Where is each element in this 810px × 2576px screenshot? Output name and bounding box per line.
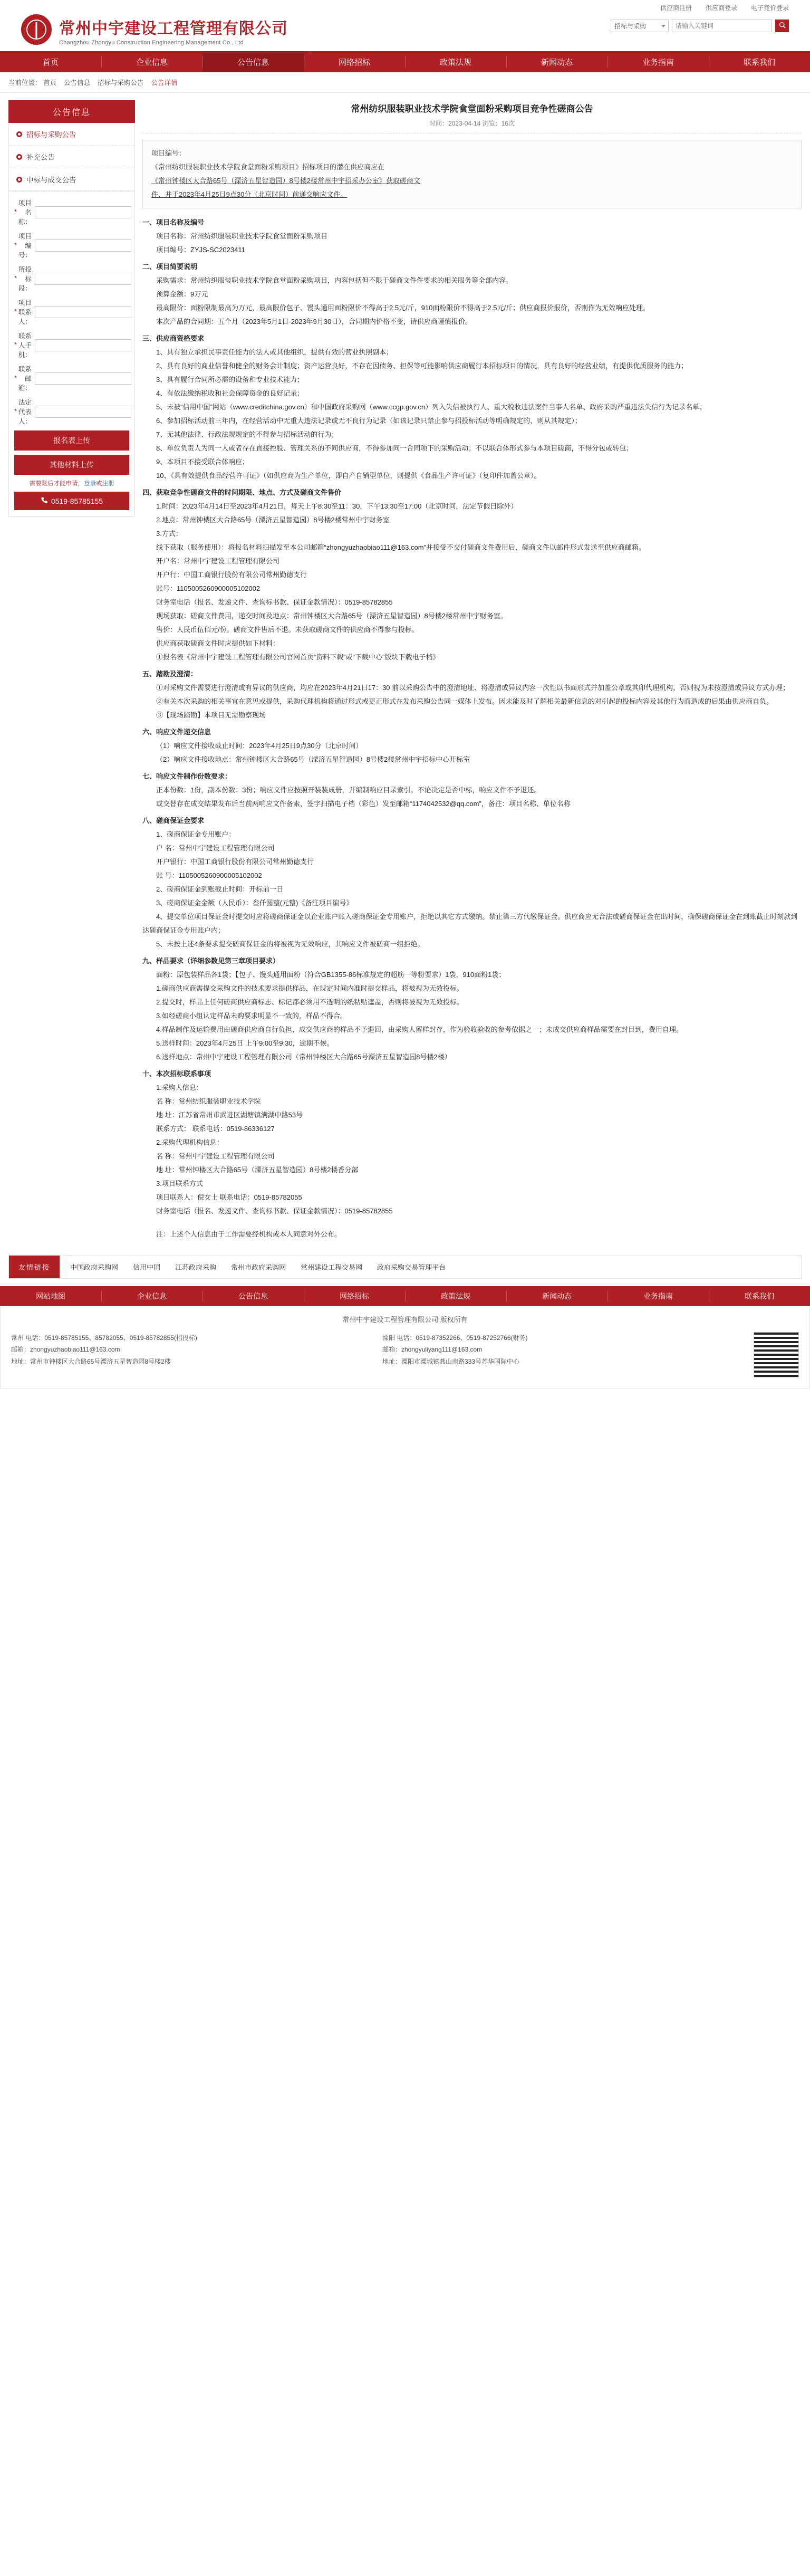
doc-paragraph: 2.提交时，样品上任何磋商供应商标志、标记都必须用不透明的纸粘贴遮盖，否则将被视为无效投标。 — [156, 998, 464, 1006]
doc-paragraph: 4、有依法缴纳税收和社会保障资金的良好记录； — [156, 389, 304, 397]
nav-item-policy[interactable]: 政策法规 — [405, 51, 506, 72]
required-mark: * — [14, 375, 17, 382]
footer-ly-phone: 溧阳 电话：0519-87352266、0519-87252766(财务) — [382, 1334, 528, 1342]
sidebar-list — [8, 123, 135, 191]
breadcrumb-item-bid-notice[interactable]: 招标与采购公告 — [97, 79, 144, 87]
form-label-text: 法定代表人： — [18, 399, 32, 425]
doc-paragraph: 5、未按上述4条要求提交磋商保证金的将被视为无效响应，其响应文件被磋商一组拒绝。 — [156, 940, 425, 948]
upload-other-materials-button[interactable]: 其他材料上传 — [14, 455, 129, 475]
footer-nav-announcements[interactable]: 公告信息 — [202, 1286, 304, 1306]
doc-paragraph: 供应商获取磋商文件时应提供如下材料： — [156, 639, 280, 647]
form-label — [14, 397, 35, 426]
form-label — [14, 331, 35, 359]
doc-section-heading: 八、磋商保证金要求 — [142, 817, 205, 825]
project-no-input[interactable] — [35, 240, 131, 252]
doc-section-heading: 九、样品要求（详细参数见第三章项目要求） — [142, 957, 280, 965]
footer-nav — [0, 1286, 810, 1306]
doc-paragraph: 户 名：常州中宇建设工程管理有限公司 — [156, 844, 275, 852]
doc-paragraph: 采购需求：常州纺织服装职业技术学院食堂面粉采购项目，内容包括但不限于磋商文件件要求的相关服务等全部内容。 — [156, 276, 513, 284]
footer-nav-online-bidding[interactable]: 网络招标 — [304, 1286, 405, 1306]
doc-paragraph: 最高限价：面粉限制最高为万元，最高限价包子、馒头通用面粉限价不得高于2.5元/斤，910面粉限价不得高于2.5元/斤；供应商报价报价，否则作为无效响应处理。 — [156, 304, 650, 312]
login-note — [14, 479, 129, 487]
form-row-section — [14, 264, 129, 293]
doc-paragraph: 3.如经磋商小组认定样品未购要求明显不一致的，样品不得合。 — [156, 1012, 347, 1020]
required-mark: * — [14, 275, 17, 282]
footer-nav-company[interactable]: 企业信息 — [101, 1286, 202, 1306]
doc-paragraph: 项目名称：常州纺织服装职业技术学院食堂面粉采购项目 — [156, 232, 328, 240]
bullet-icon — [16, 177, 22, 183]
mobile-input[interactable] — [35, 339, 131, 351]
footer-nav-news[interactable]: 新闻动态 — [506, 1286, 608, 1306]
doc-paragraph: 地 址：江苏省常州市武进区湖塘镇满湖中路53号 — [156, 1111, 303, 1119]
footer-ly-email: 邮箱：zhongyuliyang111@163.com — [382, 1346, 483, 1354]
doc-meta: 时间：2023-04-14 浏览：16次 — [142, 119, 802, 133]
doc-paragraph: 5.送样时间：2023年4月25日 上午9:00至9:30，逾期不候。 — [156, 1039, 334, 1047]
footer-nav-guide[interactable]: 业务指南 — [608, 1286, 709, 1306]
doc-paragraph: 账 号：1105005260900005102002 — [156, 872, 262, 879]
breadcrumb-item-home[interactable]: 首页 — [43, 79, 57, 87]
search-row — [611, 20, 789, 32]
doc-paragraph: 1、具有独立承担民事责任能力的法人或其他组织，提供有效的营业执照副本； — [156, 348, 393, 356]
form-row-mobile — [14, 331, 129, 359]
doc-paragraph: （2）响应文件接收地点：常州钟楼区大合路65号（溧济五星智造园）8号楼2楼常州中宇招标中心开标室 — [156, 755, 470, 763]
contact-input[interactable] — [35, 306, 131, 318]
top-link-supplier-register[interactable]: 供应商注册 — [660, 4, 692, 12]
doc-paragraph: 1.采购人信息： — [156, 1084, 203, 1091]
breadcrumb-sep-2 — [92, 79, 95, 87]
doc-paragraph: 1、磋商保证金专用账户： — [156, 830, 236, 838]
notice-line-2: 《常州钟楼区大合路65号（溧济五星智造园）8号楼2楼常州中宇招采办公室》获取磋商文 — [151, 177, 420, 185]
legal-rep-input[interactable] — [35, 406, 131, 418]
friend-link-jiangsu[interactable]: 江苏政府采购 — [175, 1263, 217, 1271]
footer-col-changzhou — [11, 1332, 361, 1377]
required-mark: * — [14, 308, 17, 315]
breadcrumb-item-announcements[interactable]: 公告信息 — [63, 79, 90, 87]
qr-code-image — [754, 1332, 799, 1377]
content-wrap — [0, 93, 810, 1241]
doc-section-heading: 五、踏勘及澄清： — [142, 670, 198, 678]
doc-paragraph: 本次产品的合同期：五个月（2023年5月1日-2023年9月30日），合同期内价格不变，请供应商谨慎报价。 — [156, 318, 472, 325]
form-label — [14, 364, 35, 392]
doc-paragraph: 名 称：常州中宇建设工程管理有限公司 — [156, 1152, 275, 1160]
bullet-icon — [16, 131, 22, 137]
company-logo-icon — [21, 14, 52, 45]
search-category-wrap — [611, 20, 669, 32]
breadcrumb-item-detail: 公告详情 — [151, 79, 178, 87]
doc-paragraph: 线下获取（服务使用）：将报名材料扫描发至本公司邮箱“zhongyuzhaobiao111@163.com”并接受不交付磋商文件费用后，磋商文件以邮件形式发送至供应商邮箱。 — [156, 543, 645, 551]
brand-titles — [59, 14, 288, 46]
doc-section-heading: 二、项目简要说明 — [142, 263, 198, 271]
hotline-number: 0519-85785155 — [51, 496, 103, 505]
doc-paragraph: 面粉：原包装样品各1袋；【包子、馒头通用面粉（符合GB1355-86标准规定的超筋一等粉要求）1袋，910面粉1袋； — [156, 971, 506, 979]
form-row-project-name — [14, 198, 129, 226]
required-mark: * — [14, 341, 17, 349]
form-label-text: 所投标段： — [18, 266, 32, 292]
friend-links-label: 友情链接 — [9, 1256, 60, 1278]
login-link[interactable]: 登录 — [84, 481, 96, 487]
doc-paragraph: 名 称：常州纺织服装职业技术学院 — [156, 1097, 261, 1105]
doc-paragraph: 或交替存在成交结果发布后当前两响应文件备索，签字扫描电子档（彩色）发至邮箱“1174042532@qq.com”，备注：项目名称、单位名称 — [156, 800, 571, 808]
doc-paragraph: 2.地点：常州钟楼区大合路65号（溧济五星智造园）8号楼2楼常州中宇财务室 — [156, 516, 390, 524]
doc-paragraph: 联系方式： 联系电话：0519-86336127 — [156, 1125, 275, 1133]
doc-paragraph: 账号：1105005260900005102002 — [156, 585, 261, 592]
doc-paragraph: 财务室电话（报名、发递文件、查询标书款、保证金款情况）：0519-85782855 — [156, 598, 393, 606]
nav-item-guide[interactable]: 业务指南 — [608, 51, 709, 72]
footer-company: 常州中宇建设工程管理有限公司 版权所有 — [342, 1316, 468, 1324]
nav-item-home[interactable]: 首页 — [42, 58, 59, 67]
doc-paragraph: 7、无其他法律、行政法规规定的不得参与招标活动的行为； — [156, 430, 339, 438]
login-note-or: 或 — [96, 481, 102, 487]
doc-paragraph: 3.项目联系方式 — [156, 1180, 203, 1188]
page-title: 常州纺织服装职业技术学院食堂面粉采购项目竞争性磋商公告 — [351, 104, 593, 114]
top-link-supplier-login[interactable]: 供应商登录 — [705, 4, 737, 12]
required-mark: * — [14, 408, 17, 415]
sidebar-item-label: 招标与采购公告 — [26, 131, 76, 139]
search-icon — [779, 22, 786, 30]
doc-paragraph: 项目编号：ZYJS-SC2023411 — [156, 246, 245, 254]
nav-item-online-bidding[interactable]: 网络招标 — [304, 51, 405, 72]
footer-cz-address: 地址：常州市钟楼区大合路65号溧济五星智造园8号楼2楼 — [11, 1358, 171, 1366]
bullet-icon — [16, 154, 22, 160]
doc-paragraph: 3.方式： — [156, 530, 182, 538]
friend-link-cz-construction[interactable]: 常州建设工程交易网 — [301, 1263, 363, 1271]
project-name-input[interactable] — [35, 206, 131, 218]
phone-icon — [41, 496, 48, 505]
doc-section-heading: 四、获取竞争性磋商文件的时间期限、地点、方式及磋商文件售价 — [142, 489, 342, 496]
friend-link-changzhou[interactable]: 常州市政府采购网 — [231, 1263, 286, 1271]
doc-section-heading: 三、供应商资格要求 — [142, 334, 205, 342]
sidebar-item-bid-notice[interactable] — [9, 123, 134, 146]
doc-paragraph: ①报名表《常州中宇建设工程管理有限公司官网首页“资料下载”或“下载中心”版块下载电子档》 — [156, 653, 440, 661]
friend-link-ccgp[interactable]: 中国政府采购网 — [70, 1263, 119, 1271]
doc-paragraph: 项目联系人：倪女士 联系电话：0519-85782055 — [156, 1193, 302, 1201]
form-label-text: 联系邮箱： — [18, 366, 32, 392]
doc-paragraph: 2、具有良好的商业信誉和健全的财务会计制度；资产运营良好，不存在因债务、担保等可能影响供应商履行本招标项目的情况，具有良好的经营业绩，有提供优质服务的能力； — [156, 362, 688, 370]
doc-paragraph: 开户行：中国工商银行股份有限公司常州勤德支行 — [156, 571, 307, 579]
breadcrumb — [0, 72, 810, 93]
doc-body — [142, 216, 802, 1241]
doc-footnote: 注：上述个人信息由于工作需要经机构或本人同意对外公布。 — [156, 1230, 342, 1238]
doc-paragraph: 1.时间：2023年4月14日至2023年4月21日，每天上午8:30至11：30，下午13:30至17:00（北京时间，法定节假日除外） — [156, 502, 518, 510]
doc-paragraph: 4、提交单位项目保证金时提交时应将磋商保证金以企业账户账入磋商保证金专用账户，拒绝以其它方式缴纳。禁止第三方代缴保证金。供应商应无合法或磋商保证金在出时间，确保磋商保证金在到账截止时刻款到达磋商保证金专用账户内； — [142, 913, 798, 934]
nav-item-company[interactable]: 企业信息 — [101, 51, 202, 72]
top-link-ebid-login[interactable]: 电子竞价登录 — [750, 4, 789, 12]
section-input[interactable] — [35, 273, 131, 285]
doc-paragraph: ③【现场踏勘】本项目无需勘察现场 — [156, 711, 266, 719]
search-area — [611, 14, 789, 32]
doc-paragraph: 正本份数：1份，副本份数：3份；响应文件应按照开装装成册，并编制响应目录索引。不论决定是否中标，响应文件不予退还。 — [156, 786, 541, 794]
footer-nav-contact[interactable]: 联系我们 — [709, 1286, 810, 1306]
doc-paragraph: 现场获取：磋商文件费用，递交时间及地点：常州钟楼区大合路65号（溧济五星智造园）8号楼2楼常州中宇财务室。 — [156, 612, 507, 620]
friend-links — [8, 1255, 802, 1279]
footer-ly-address: 地址：溧阳市溧城镇燕山南路333号苏华国际中心 — [382, 1358, 520, 1366]
notice-summary-box — [142, 140, 802, 208]
form-label-text: 项目联系人： — [18, 299, 32, 325]
doc-paragraph: 开户银行：中国工商银行股份有限公司常州勤德支行 — [156, 858, 314, 866]
footer-nav-sitemap[interactable]: 网站地图 — [36, 1292, 65, 1300]
doc-paragraph: 6、参加招标活动前三年内，在经营活动中无重大违法记录或无不良行为记录（如该记录只禁止参与招投标活动等明确规定的，则从其规定）； — [156, 417, 582, 425]
doc-paragraph: （1）响应文件接收截止时间：2023年4月25日9点30分（北京时间） — [156, 742, 363, 750]
notice-line-1: 《常州纺织服装职业技术学院食堂面粉采购项目》招标项目的潜在供应商应在 — [151, 163, 385, 171]
main-nav — [0, 51, 810, 72]
doc-section-heading: 六、响应文件递交信息 — [142, 728, 211, 736]
form-label — [14, 264, 35, 293]
footer-col-liyang — [382, 1332, 732, 1377]
breadcrumb-prefix: 当前位置： — [8, 79, 42, 87]
doc-paragraph: 开户名：常州中宇建设工程管理有限公司 — [156, 557, 280, 565]
doc-paragraph: 2.采购代理机构信息： — [156, 1138, 224, 1146]
top-utility-bar — [0, 0, 810, 12]
doc-paragraph: 9、本项目不接受联合体响应； — [156, 458, 249, 466]
footer-nav-policy[interactable]: 政策法规 — [405, 1286, 506, 1306]
doc-paragraph: 10、《具有效提供食品经营许可证》（如供应商为生产单位，即自产自销型单位，则提供《食品生产许可证》（复印件加盖公章）。 — [156, 472, 541, 480]
doc-paragraph: 1.磋商供应商需提交采购文件的技术要求提供样品，在规定时间内准时提交样品，将被视为无效投标。 — [156, 984, 464, 992]
required-mark: * — [14, 242, 17, 249]
breadcrumb-sep-1 — [59, 79, 62, 87]
breadcrumb-sep-3 — [146, 79, 149, 87]
doc-paragraph: 售价：人民币伍佰元/份。磋商文件售后不退。未获取磋商文件的供应商不得参与投标。 — [156, 626, 419, 634]
doc-paragraph: 地 址：常州钟楼区大合路65号（溧济五星智造园）8号楼2楼香分部 — [156, 1166, 359, 1174]
friend-links-items — [60, 1256, 456, 1278]
doc-section-heading: 七、响应文件制作份数要求： — [142, 772, 232, 780]
search-category-select[interactable] — [611, 20, 669, 32]
site-header — [0, 12, 810, 51]
nav-item-contact[interactable]: 联系我们 — [709, 51, 810, 72]
doc-paragraph: 2、磋商保证金到账截止时间：开标前一日 — [156, 885, 284, 893]
sidebar-item-label: 中标与成交公告 — [26, 176, 76, 184]
footer-cz-email: 邮箱：zhongyuzhaobiao111@163.com — [11, 1346, 120, 1354]
search-input[interactable] — [672, 20, 772, 32]
upload-registration-form-button[interactable]: 报名表上传 — [14, 430, 129, 451]
doc-paragraph: ①对采购文件需要进行澄清或有异议的供应商，均应在2023年4月21日17：30 前以采购公告中的澄清地址、将澄清或异议内容一次性以书面形式并加盖公章或其印代理机构，否则视为未按澄清或异议方式办理； — [156, 684, 790, 692]
sidebar-item-supplement[interactable] — [9, 146, 134, 168]
friend-link-creditchina[interactable]: 信用中国 — [133, 1263, 161, 1271]
brand-name-cn: 常州中宇建设工程管理有限公司 — [59, 20, 288, 37]
form-row-project-no — [14, 231, 129, 260]
doc-section-heading: 十、本次招标联系事项 — [142, 1070, 211, 1078]
sidebar-item-label: 补充公告 — [26, 154, 55, 161]
registration-form — [8, 191, 135, 517]
doc-paragraph: 4.样品制作及运输费用由磋商供应商自行负担，成交供应商的样品不予退回，由采购人留样封存，作为验收验收的参考依据之一；未成交供应商样品需要在封目到，费用自理。 — [156, 1026, 683, 1033]
register-link[interactable]: 注册 — [102, 481, 114, 487]
sidebar — [8, 100, 135, 517]
brand-name-en: Changzhou Zhongyu Construction Engineering Management Co., Ltd — [59, 40, 244, 46]
doc-paragraph: 3、磋商保证金金额（人民币）：叁仟圆整(元整)《备注项目编号》 — [156, 899, 353, 907]
sidebar-title: 公告信息 — [8, 100, 135, 123]
form-label — [14, 198, 35, 226]
friend-link-gov-trade[interactable]: 政府采购交易管理平台 — [377, 1263, 446, 1271]
email-input[interactable] — [35, 372, 131, 385]
document-main — [142, 100, 802, 1241]
doc-section-heading: 一、项目名称及编号 — [142, 218, 205, 226]
required-mark: * — [14, 208, 17, 216]
footer-cz-phone: 常州 电话：0519-85785155、85782055、0519-85782855(招投标) — [11, 1334, 197, 1342]
nav-item-news[interactable]: 新闻动态 — [506, 51, 608, 72]
form-label-text: 联系人手机： — [18, 332, 32, 359]
sidebar-item-award[interactable] — [9, 168, 134, 191]
footer-columns — [11, 1332, 799, 1377]
doc-paragraph: 预算金额：9万元 — [156, 290, 208, 298]
doc-paragraph: 3、具有履行合同所必需的设备和专业技术能力； — [156, 376, 304, 384]
nav-item-announcements[interactable]: 公告信息 — [202, 51, 304, 72]
doc-paragraph: 6.送样地点：常州中宇建设工程管理有限公司（常州钟楼区大合路65号溧济五星智造园8号楼2楼） — [156, 1053, 451, 1061]
form-row-contact — [14, 298, 129, 326]
form-label-text: 项目编号： — [18, 233, 32, 259]
footer — [0, 1306, 810, 1388]
notice-line-3: 件，并于2023年4月25日9点30分（北京时间）前递交响应文件。 — [151, 190, 348, 198]
doc-paragraph: 财务室电话（报名、发递文件、查询标书款、保证金款情况）：0519-85782855 — [156, 1207, 393, 1215]
form-row-legal-rep — [14, 397, 129, 426]
search-button[interactable] — [775, 20, 789, 32]
form-label — [14, 298, 35, 326]
login-note-prefix: 需要账后才能申请， — [29, 481, 84, 487]
notice-line-0: 项目编号： — [151, 149, 186, 157]
form-label — [14, 231, 35, 260]
form-label-text: 项目名称： — [18, 199, 32, 226]
hotline-bar — [14, 492, 129, 510]
doc-paragraph: 5、未被“信用中国”网站（www.creditchina.gov.cn）和中国政府采购网（www.ccgp.gov.cn）列入失信被执行人、重大税收违法案件当事人名单、政府采购严重违法失信行为记录名单； — [156, 403, 707, 411]
doc-paragraph: ②有关本次采购的相关事宜在意见或提供，采购代理机构将通过形式或更正形式在发布采购公告同一媒体上发布。因未能及时了解相关最新信息的对引起的投标内容及其他行为而造成的后果由供应商自负。 — [156, 697, 774, 705]
doc-paragraph: 8、单位负责人为同一人或者存在直接控股、管理关系的不同供应商，不得参加同一合同项下的采购活动；不以联合体形式参与本项目磋商，不得分包或转包； — [156, 444, 633, 452]
form-row-email — [14, 364, 129, 392]
